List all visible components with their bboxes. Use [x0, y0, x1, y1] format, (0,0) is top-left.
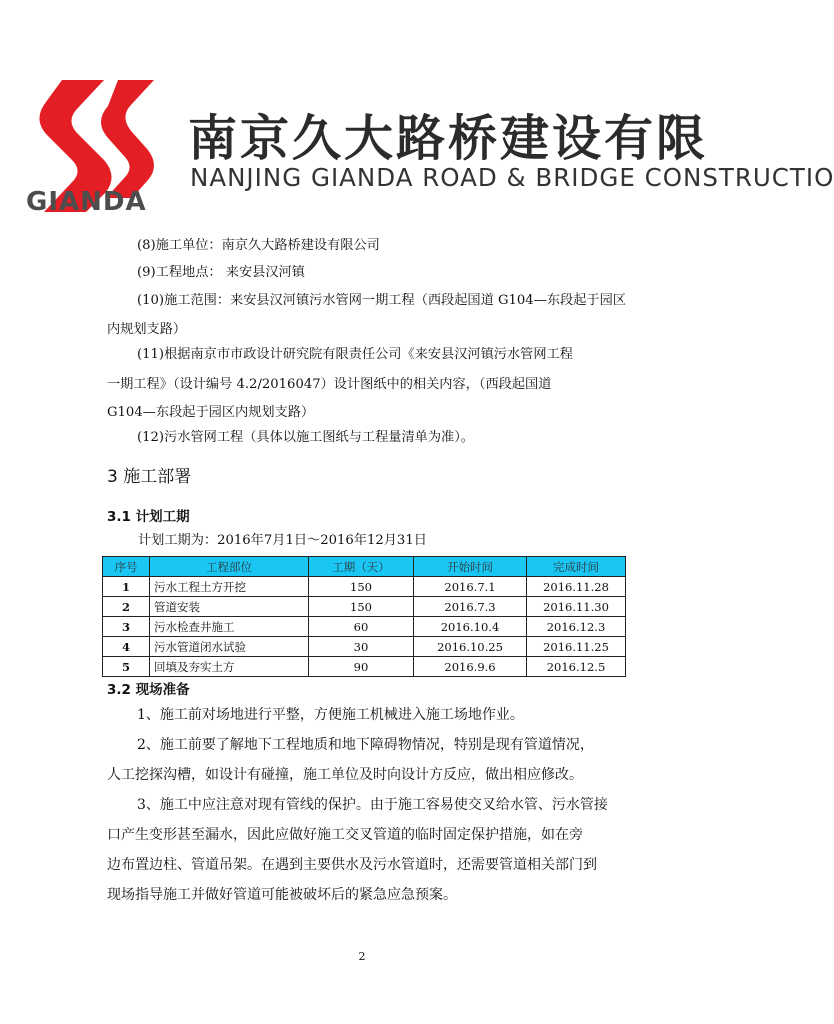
cell: 90 — [309, 657, 414, 677]
table-row — [103, 657, 626, 677]
table-row — [103, 577, 626, 597]
cell: 2016.12.5 — [527, 657, 626, 677]
cell: 2016.7.3 — [414, 597, 527, 617]
cell: 30 — [309, 637, 414, 657]
cell: 2016.9.6 — [414, 657, 527, 677]
item-9: (9)工程地点： 来安县汉河镇 — [137, 265, 305, 280]
cell: 150 — [309, 597, 414, 617]
item-8: (8)施工单位：南京久大路桥建设有限公司 — [137, 238, 380, 253]
gianda-logo — [22, 76, 172, 216]
col-header: 序号 — [103, 557, 150, 577]
company-name-cn: 南京久大路桥建设有限 — [188, 110, 709, 167]
item-11: (11)根据南京市市政设计研究院有限责任公司《来安县汉河镇污水管网工程 — [137, 347, 573, 362]
cell: 2016.11.25 — [527, 637, 626, 657]
cell: 2016.10.25 — [414, 637, 527, 657]
col-header: 工程部位 — [150, 557, 309, 577]
cell: 4 — [103, 637, 150, 657]
prep-paragraph-1: 1、施工前对场地进行平整，方便施工机械进入施工场地作业。 — [137, 707, 524, 723]
cell: 回填及夯实土方 — [150, 657, 309, 677]
prep-paragraph-3-cont1: 口产生变形甚至漏水，因此应做好施工交叉管道的临时固定保护措施，如在旁 — [107, 827, 583, 843]
schedule-table — [102, 556, 626, 677]
item-10: (10)施工范围：来安县汉河镇污水管网一期工程（西段起国道 G104—东段起于园区 — [137, 293, 626, 308]
col-header: 工期（天） — [309, 557, 414, 577]
table-row — [103, 597, 626, 617]
schedule-text: 计划工期为：2016年7月1日～2016年12月31日 — [138, 533, 427, 548]
table-row — [103, 637, 626, 657]
prep-paragraph-3-cont3: 现场指导施工并做好管道可能被破坏后的紧急应急预案。 — [107, 887, 457, 903]
cell: 3 — [103, 617, 150, 637]
table-row — [103, 617, 626, 637]
item-11-cont1: 一期工程》（设计编号 4.2/2016047）设计图纸中的相关内容，（西段起国道 — [107, 377, 552, 392]
item-10-cont: 内规划支路） — [107, 322, 187, 337]
logo-text: GIANDA — [26, 187, 147, 217]
cell: 2016.11.30 — [527, 597, 626, 617]
cell: 60 — [309, 617, 414, 637]
cell: 污水检查井施工 — [150, 617, 309, 637]
section-3-2-title: 3.2 现场准备 — [107, 682, 190, 698]
prep-paragraph-2-cont: 人工挖探沟槽，如设计有碰撞，施工单位及时向设计方反应，做出相应修改。 — [107, 767, 583, 783]
cell: 1 — [103, 577, 150, 597]
cell: 2016.7.1 — [414, 577, 527, 597]
cell: 150 — [309, 577, 414, 597]
cell: 2016.12.3 — [527, 617, 626, 637]
table-header-row — [103, 557, 626, 577]
letterhead — [0, 0, 834, 230]
prep-paragraph-3: 3、施工中应注意对现有管线的保护。由于施工容易使交叉给水管、污水管接 — [137, 797, 608, 813]
cell: 2 — [103, 597, 150, 617]
prep-paragraph-2: 2、施工前要了解地下工程地质和地下障碍物情况，特别是现有管道情况， — [137, 737, 594, 753]
cell: 2016.11.28 — [527, 577, 626, 597]
cell: 污水工程土方开挖 — [150, 577, 309, 597]
cell: 2016.10.4 — [414, 617, 527, 637]
cell: 污水管道闭水试验 — [150, 637, 309, 657]
col-header: 开始时间 — [414, 557, 527, 577]
section-3-title: 3 施工部署 — [107, 467, 192, 487]
prep-paragraph-3-cont2: 边布置边柱、管道吊架。在遇到主要供水及污水管道时，还需要管道相关部门到 — [107, 857, 597, 873]
cell: 管道安装 — [150, 597, 309, 617]
item-12: (12)污水管网工程（具体以施工图纸与工程量清单为准）。 — [137, 430, 474, 445]
company-name-en: NANJING GIANDA ROAD & BRIDGE CONSTRUCTIO — [190, 163, 834, 192]
col-header: 完成时间 — [527, 557, 626, 577]
item-11-cont2: G104—东段起于园区内规划支路） — [107, 405, 315, 420]
page-number: 2 — [358, 950, 366, 963]
cell: 5 — [103, 657, 150, 677]
section-3-1-title: 3.1 计划工期 — [107, 509, 190, 525]
